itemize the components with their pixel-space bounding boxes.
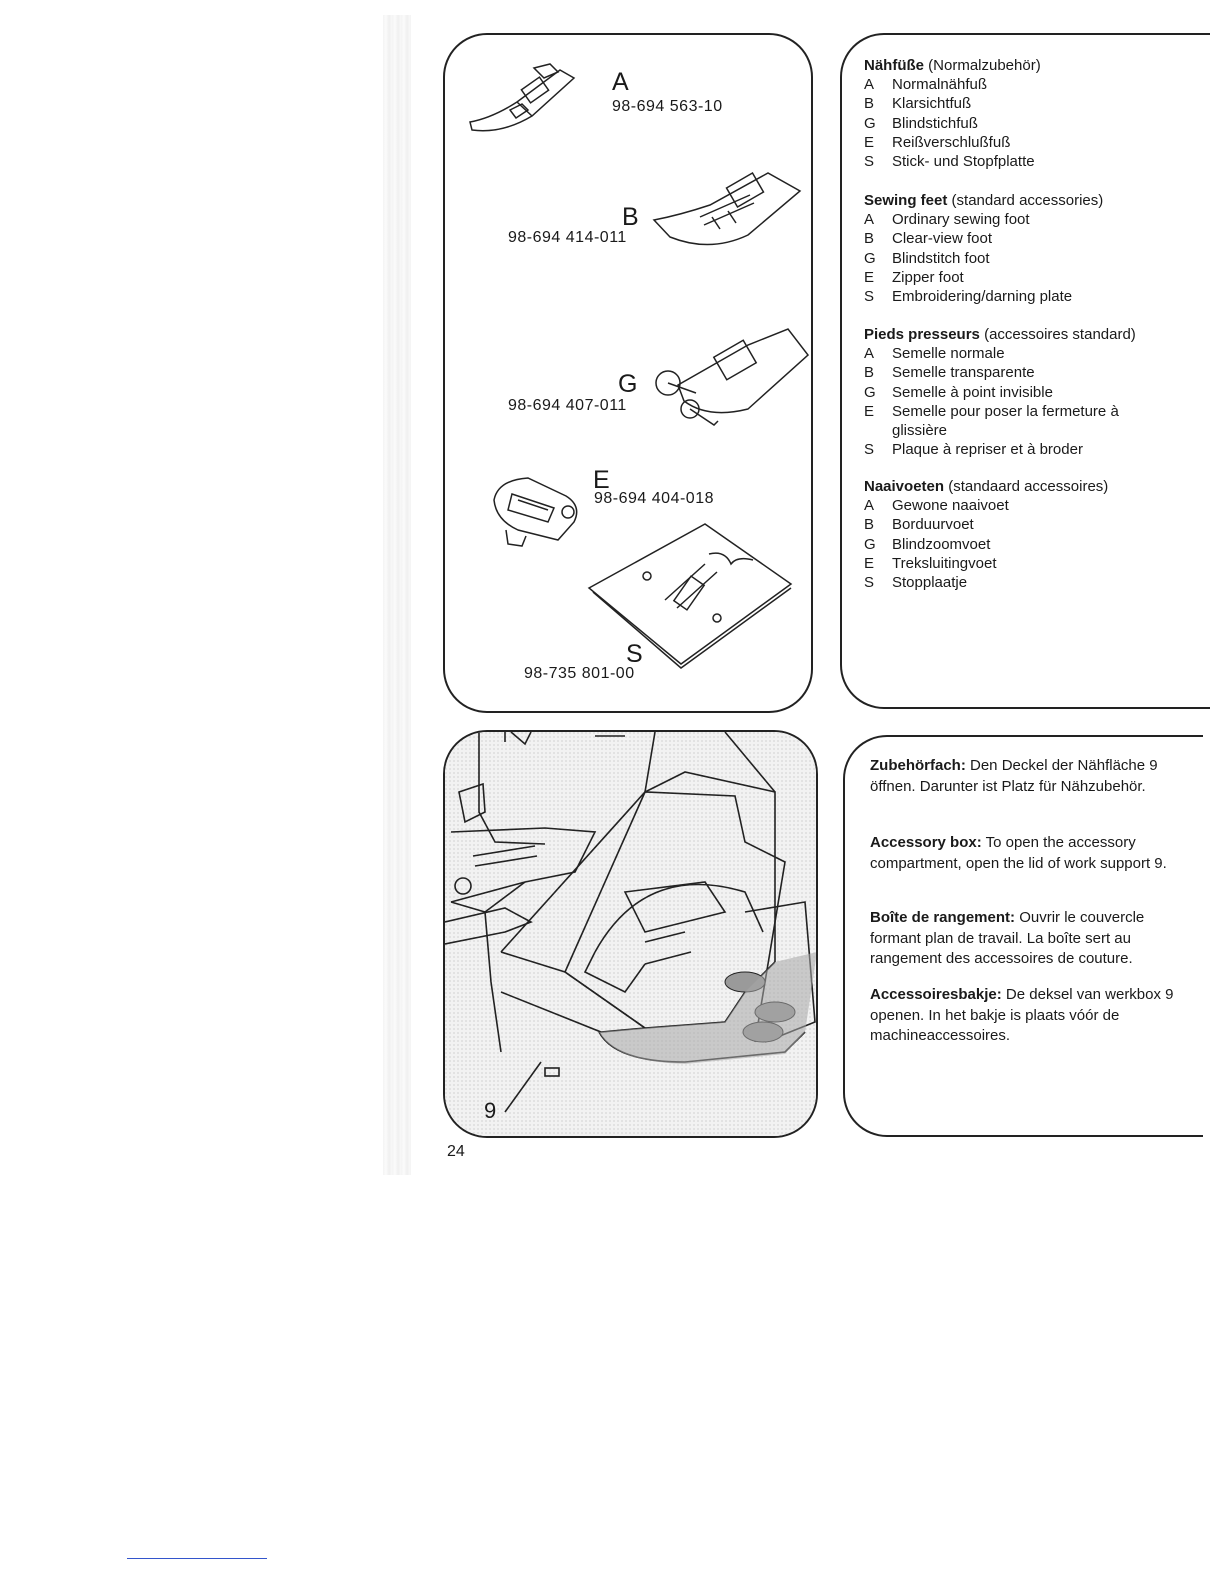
paragraph-german: Zubehörfach: Den Deckel der Nähfläche 9 öffnen. Darunter ist Platz für Nähzubehör. xyxy=(870,757,1158,795)
foot-e-illustration xyxy=(488,470,588,560)
foot-b-part-number: 98-694 414-011 xyxy=(508,229,627,246)
callout-number: 9 xyxy=(484,1098,497,1123)
section-dutch xyxy=(864,477,1184,592)
list-item: E Semelle pour poser la fermeture à glissière xyxy=(864,402,1119,440)
foot-g-part-number: 98-694 407-011 xyxy=(508,397,627,414)
foot-b-letter: B xyxy=(622,203,639,231)
plate-s-letter: S xyxy=(626,640,643,668)
foot-a-letter: A xyxy=(612,68,629,96)
list-item: E Treksluitingvoet xyxy=(864,554,997,572)
list-item: G Blindzoomvoet xyxy=(864,535,991,553)
list-item: E Zipper foot xyxy=(864,268,964,286)
section-title: Sewing feet (standard accessories) xyxy=(864,192,1104,209)
list-item: G Blindstitch foot xyxy=(864,249,990,267)
foot-g-illustration xyxy=(648,325,813,435)
foot-a-illustration xyxy=(462,60,612,140)
section-german xyxy=(864,56,1184,171)
plate-s-part-number: 98-735 801-00 xyxy=(524,665,635,682)
list-item: B Borduurvoet xyxy=(864,516,974,534)
list-item: S Embroidering/darning plate xyxy=(864,288,1073,306)
list-item: E Reißverschlußfuß xyxy=(864,133,1011,151)
paragraph-french: Boîte de rangement: Ouvrir le couvercle formant plan de travail. La boîte sert au rangement des accessoires de couture. xyxy=(870,909,1145,967)
list-item: A Normalnähfuß xyxy=(864,76,988,94)
foot-e-letter: E xyxy=(593,466,610,494)
paragraph-dutch: Accessoiresbakje: De deksel van werkbox 9 openen. In het bakje is plaats vóór de machineaccessoires. xyxy=(870,986,1174,1044)
binding-edge xyxy=(383,15,411,1175)
section-title: Nähfüße (Normalzubehör) xyxy=(864,57,1041,74)
paragraph-english: Accessory box: To open the accessory compartment, open the lid of work support 9. xyxy=(870,834,1167,872)
list-item: A Semelle normale xyxy=(864,345,1005,363)
accessory-box-illustration-panel xyxy=(443,730,818,1138)
footer-line xyxy=(127,1558,267,1559)
list-item: B Klarsichtfuß xyxy=(864,95,972,113)
list-item: G Semelle à point invisible xyxy=(864,383,1053,401)
accessory-box-illustration xyxy=(445,732,818,1138)
page-number: 24 xyxy=(447,1143,465,1160)
list-item: B Semelle transparente xyxy=(864,364,1035,382)
section-english xyxy=(864,191,1184,306)
list-item: A Gewone naaivoet xyxy=(864,497,1009,515)
plate-s-illustration xyxy=(585,520,795,670)
list-item: B Clear-view foot xyxy=(864,230,993,248)
section-title: Naaivoeten (standaard accessoires) xyxy=(864,478,1109,495)
foot-a-part-number: 98-694 563-10 xyxy=(612,98,723,115)
section-french xyxy=(864,325,1184,459)
list-item: S Plaque à repriser et à broder xyxy=(864,441,1083,459)
list-item: A Ordinary sewing foot xyxy=(864,211,1030,229)
foot-g-letter: G xyxy=(618,370,638,398)
foot-b-illustration xyxy=(650,165,810,260)
foot-e-part-number: 98-694 404-018 xyxy=(594,490,714,507)
list-item: S Stopplaatje xyxy=(864,574,968,592)
list-item: S Stick- und Stopfplatte xyxy=(864,153,1035,171)
list-item: G Blindstichfuß xyxy=(864,114,978,132)
section-title: Pieds presseurs (accessoires standard) xyxy=(864,326,1136,343)
